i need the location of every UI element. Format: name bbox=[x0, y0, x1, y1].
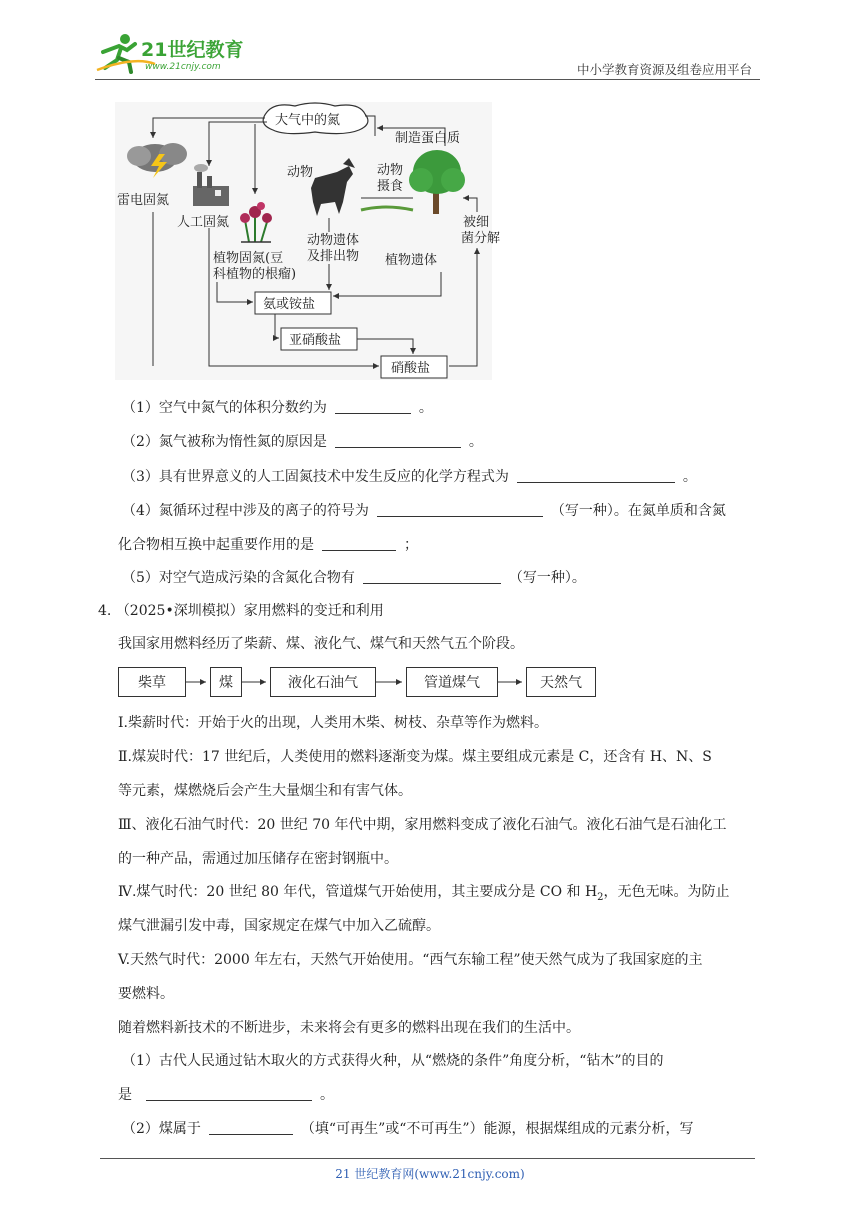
fuel-flow-diagram bbox=[118, 665, 598, 701]
para-gas-era-1: Ⅳ.煤气时代：20 世纪 80 年代，管道煤气开始使用，其主要成分是 CO 和 $H_2$，无色无味。为防止 bbox=[118, 884, 730, 903]
label-make-protein: 制造蛋白质 bbox=[395, 131, 461, 146]
q4-sub-1: （1）古代人民通过钻木取火的方式获得火种，从“燃烧的条件”角度分析，“钻木”的目的 bbox=[122, 1053, 664, 1069]
label-nitrite: 亚硝酸盐 bbox=[289, 333, 342, 348]
label-plant-fixation-2: 科植物的根瘤) bbox=[213, 267, 297, 282]
label-atmosphere-nitrogen: 大气中的氮 bbox=[275, 113, 341, 128]
flow-box-pipe-gas: 管道煤气 bbox=[406, 667, 498, 697]
para-future: 随着燃料新技术的不断进步，未来将会有更多的燃料出现在我们的生活中。 bbox=[118, 1020, 580, 1036]
answer-blank-7[interactable] bbox=[146, 1085, 312, 1101]
q4-sub-1-cont: 是 。 bbox=[118, 1087, 334, 1103]
q3-item-1: （1）空气中氮气的体积分数约为 。 bbox=[122, 400, 433, 416]
storm-cloud-icon bbox=[127, 143, 187, 178]
flow-box-natural-gas: 天然气 bbox=[526, 667, 596, 697]
label-artificial-fixation: 人工固氮 bbox=[177, 215, 230, 230]
answer-blank-6[interactable] bbox=[363, 568, 501, 584]
q3-item-4: （4）氮循环过程中涉及的离子的符号为 （写一种）。在氮单质和含氮 bbox=[122, 503, 726, 519]
q3-item-2: （2）氮气被称为惰性氮的原因是 。 bbox=[122, 434, 483, 450]
q4-heading: 4. （2025•深圳模拟）家用燃料的变迁和利用 bbox=[98, 603, 384, 619]
header-divider bbox=[95, 79, 760, 80]
footer-divider bbox=[100, 1158, 755, 1159]
label-decompose-1: 被细 bbox=[463, 215, 490, 230]
logo bbox=[95, 32, 265, 74]
label-plant-fixation-1: 植物固氮(豆 bbox=[213, 251, 284, 266]
q3-item-4-cont: 化合物相互换中起重要作用的是 ； bbox=[118, 537, 418, 553]
q3-item-3: （3）具有世界意义的人工固氮技术中发生反应的化学方程式为 。 bbox=[122, 469, 697, 485]
answer-blank-3[interactable] bbox=[517, 467, 675, 483]
label-plant-remains: 植物遗体 bbox=[385, 253, 438, 268]
atmosphere-cloud bbox=[263, 103, 368, 134]
label-animal-remains-2: 及排出物 bbox=[307, 249, 360, 264]
animal-horse-icon bbox=[311, 158, 355, 216]
answer-blank-2[interactable] bbox=[335, 432, 461, 448]
plant-icon bbox=[240, 202, 272, 242]
para-lpg-era-1: Ⅲ、液化石油气时代：20 世纪 70 年代中期，家用燃料变成了液化石油气。液化石油气是石油化工 bbox=[118, 817, 727, 833]
label-animal-eat-2: 摄食 bbox=[377, 179, 404, 194]
para-natural-gas-era-1: V.天然气时代：2000 年左右，天然气开始使用。“西气东输工程”使天然气成为了我国家庭的主 bbox=[118, 952, 703, 968]
answer-blank-5[interactable] bbox=[322, 535, 396, 551]
para-coal-era-2: 等元素，煤燃烧后会产生大量烟尘和有害气体。 bbox=[118, 783, 412, 799]
factory-icon bbox=[193, 164, 229, 206]
q4-intro: 我国家用燃料经历了柴薪、煤、液化气、煤气和天然气五个阶段。 bbox=[118, 636, 524, 652]
flow-box-firewood: 柴草 bbox=[118, 667, 186, 697]
logo-url: www.21cnjy.com bbox=[145, 62, 221, 72]
logo-title: 21世纪教育 bbox=[141, 39, 244, 61]
para-gas-era-2: 煤气泄漏引发中毒，国家规定在煤气中加入乙硫醇。 bbox=[118, 918, 440, 934]
para-natural-gas-era-2: 要燃料。 bbox=[118, 986, 174, 1002]
answer-blank-4[interactable] bbox=[377, 501, 543, 517]
platform-name: 中小学教育资源及组卷应用平台 bbox=[576, 62, 752, 77]
flow-box-lpg: 液化石油气 bbox=[270, 667, 376, 697]
label-animal: 动物 bbox=[287, 165, 314, 180]
nitrogen-cycle-diagram bbox=[115, 102, 501, 380]
q4-sub-2: （2）煤属于 （填“可再生”或“不可再生”）能源，根据煤组成的元素分析，写 bbox=[122, 1121, 694, 1137]
para-firewood-era: Ⅰ.柴薪时代：开始于火的出现，人类用木柴、树枝、杂草等作为燃料。 bbox=[118, 715, 548, 731]
page-header bbox=[95, 30, 760, 80]
page-footer: 21 世纪教育网(www.21cnjy.com) bbox=[335, 1167, 525, 1181]
para-coal-era-1: Ⅱ.煤炭时代：17 世纪后，人类使用的燃料逐渐变为煤。煤主要组成元素是 C，还含有 H、N、S bbox=[118, 749, 712, 765]
tree-icon bbox=[409, 150, 465, 214]
label-nitrate: 硝酸盐 bbox=[391, 361, 431, 376]
answer-blank-8[interactable] bbox=[209, 1119, 293, 1135]
label-lightning-fixation: 雷电固氮 bbox=[117, 193, 170, 208]
label-ammonia: 氨或铵盐 bbox=[263, 297, 316, 312]
label-animal-remains-1: 动物遗体 bbox=[307, 233, 360, 248]
label-animal-eat-1: 动物 bbox=[377, 163, 404, 178]
flow-box-coal: 煤 bbox=[210, 667, 242, 697]
q3-item-5: （5）对空气造成污染的含氮化合物有 （写一种）。 bbox=[122, 570, 586, 586]
answer-blank-1[interactable] bbox=[335, 398, 411, 414]
label-decompose-2: 菌分解 bbox=[461, 231, 501, 246]
para-lpg-era-2: 的一种产品，需通过加压储存在密封钢瓶中。 bbox=[118, 851, 398, 867]
